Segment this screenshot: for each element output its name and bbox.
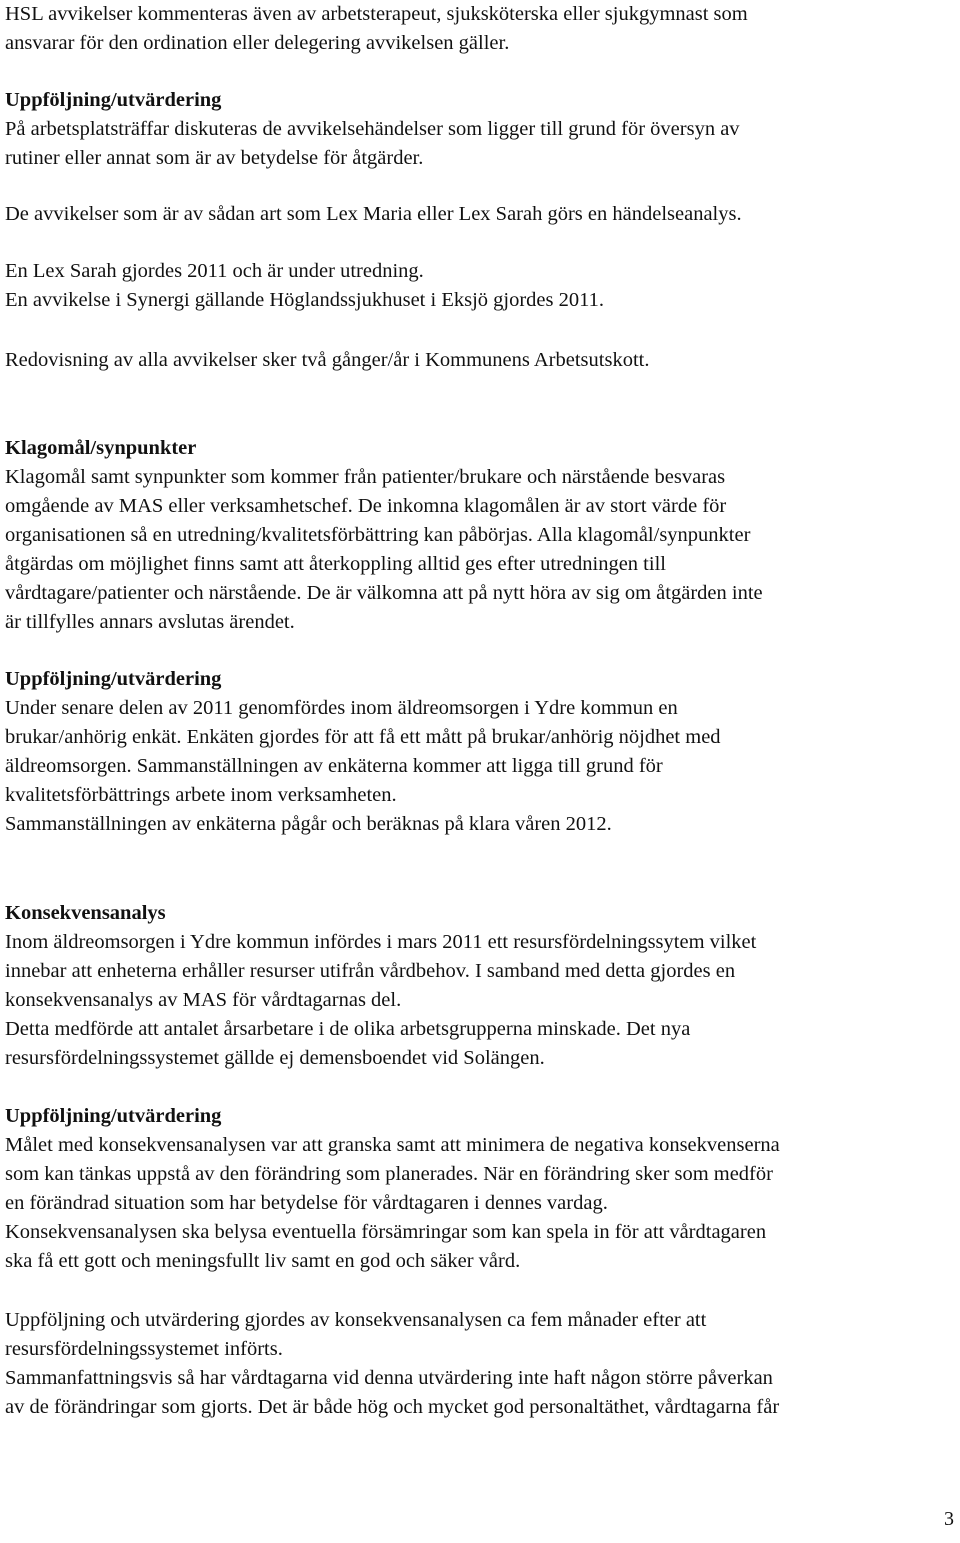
text-line: som kan tänkas uppstå av den förändring som planerades. När en förändring sker som medför xyxy=(5,1163,773,1185)
text-line: rutiner eller annat som är av betydelse för åtgärder. xyxy=(5,147,424,169)
text-line: omgående av MAS eller verksamhetschef. De inkomna klagomålen är av stort värde för xyxy=(5,495,727,517)
text-line: åtgärdas om möjlighet finns samt att återkoppling alltid ges efter utredningen till xyxy=(5,553,666,575)
text-line: ansvarar för den ordination eller delegering avvikelsen gäller. xyxy=(5,32,510,54)
section-heading: Uppföljning/utvärdering xyxy=(5,668,222,690)
follow-up-section-3 xyxy=(5,1102,780,1276)
text-line: resursfördelningssystemet införts. xyxy=(5,1338,283,1360)
text-line: En avvikelse i Synergi gällande Höglandssjukhuset i Eksjö gjordes 2011. xyxy=(5,289,604,311)
follow-up-section-1 xyxy=(5,86,740,173)
text-line: De avvikelser som är av sådan art som Lex Maria eller Lex Sarah görs en händelseanalys. xyxy=(5,203,742,225)
impact-analysis-section xyxy=(5,899,756,1073)
text-line: ska få ett gott och meningsfullt liv samt en god och säker vård. xyxy=(5,1250,521,1272)
text-line: är tillfylles annars avslutas ärendet. xyxy=(5,611,295,633)
text-line: Klagomål samt synpunkter som kommer från patienter/brukare och närstående besvaras xyxy=(5,466,726,488)
text-line: vårdtagare/patienter och närstående. De är välkomna att på nytt höra av sig om åtgärden inte xyxy=(5,582,763,604)
text-line: Detta medförde att antalet årsarbetare i de olika arbetsgrupperna minskade. Det nya xyxy=(5,1018,691,1040)
page-number: 3 xyxy=(944,1508,954,1530)
text-line: Inom äldreomsorgen i Ydre kommun infördes i mars 2011 ett resursfördelningssytem vilket xyxy=(5,931,757,953)
follow-up-1-paragraph-4 xyxy=(5,346,649,375)
text-line: äldreomsorgen. Sammanställningen av enkäterna kommer att ligga till grund för xyxy=(5,755,663,777)
text-line: HSL avvikelser kommenteras även av arbetsterapeut, sjuksköterska eller sjukgymnast som xyxy=(5,3,748,25)
complaints-section xyxy=(5,434,763,637)
text-line: På arbetsplatsträffar diskuteras de avvikelsehändelser som ligger till grund för översyn av xyxy=(5,118,740,140)
text-line: Redovisning av alla avvikelser sker två gånger/år i Kommunens Arbetsutskott. xyxy=(5,349,650,371)
text-line: kvalitetsförbättrings arbete inom verksamheten. xyxy=(5,784,397,806)
section-heading: Konsekvensanalys xyxy=(5,902,166,924)
text-line: brukar/anhörig enkät. Enkäten gjordes för att få ett mått på brukar/anhörig nöjdhet med xyxy=(5,726,721,748)
text-line: Sammanfattningsvis så har vårdtagarna vid denna utvärdering inte haft någon större påverkan xyxy=(5,1367,773,1389)
text-line: Under senare delen av 2011 genomfördes inom äldreomsorgen i Ydre kommun en xyxy=(5,697,678,719)
text-line: konsekvensanalys av MAS för vårdtagarnas del. xyxy=(5,989,402,1011)
follow-up-1-paragraph-2 xyxy=(5,200,742,229)
text-line: En Lex Sarah gjordes 2011 och är under utredning. xyxy=(5,260,424,282)
text-line: en förändrad situation som har betydelse för vårdtagaren i dennes vardag. xyxy=(5,1192,608,1214)
text-line: Konsekvensanalysen ska belysa eventuella försämringar som kan spela in för att vårdtagaren xyxy=(5,1221,767,1243)
follow-up-1-paragraph-3 xyxy=(5,257,604,315)
text-line: av de förändringar som gjorts. Det är både hög och mycket god personaltäthet, vårdtagarna får xyxy=(5,1396,780,1418)
section-heading: Klagomål/synpunkter xyxy=(5,437,197,459)
text-line: Uppföljning och utvärdering gjordes av konsekvensanalysen ca fem månader efter att xyxy=(5,1309,707,1331)
section-heading: Uppföljning/utvärdering xyxy=(5,1105,222,1127)
text-line: Målet med konsekvensanalysen var att granska samt att minimera de negativa konsekvenserna xyxy=(5,1134,780,1156)
intro-paragraph xyxy=(5,0,748,58)
section-heading: Uppföljning/utvärdering xyxy=(5,89,222,111)
follow-up-section-2 xyxy=(5,665,721,839)
text-line: Sammanställningen av enkäterna pågår och beräknas på klara våren 2012. xyxy=(5,813,612,835)
text-line: resursfördelningssystemet gällde ej demensboendet vid Solängen. xyxy=(5,1047,545,1069)
follow-up-3-paragraph-2 xyxy=(5,1306,779,1422)
text-line: innebar att enheterna erhåller resurser utifrån vårdbehov. I samband med detta gjordes en xyxy=(5,960,736,982)
text-line: organisationen så en utredning/kvalitetsförbättring kan påbörjas. Alla klagomål/synpunkter xyxy=(5,524,751,546)
